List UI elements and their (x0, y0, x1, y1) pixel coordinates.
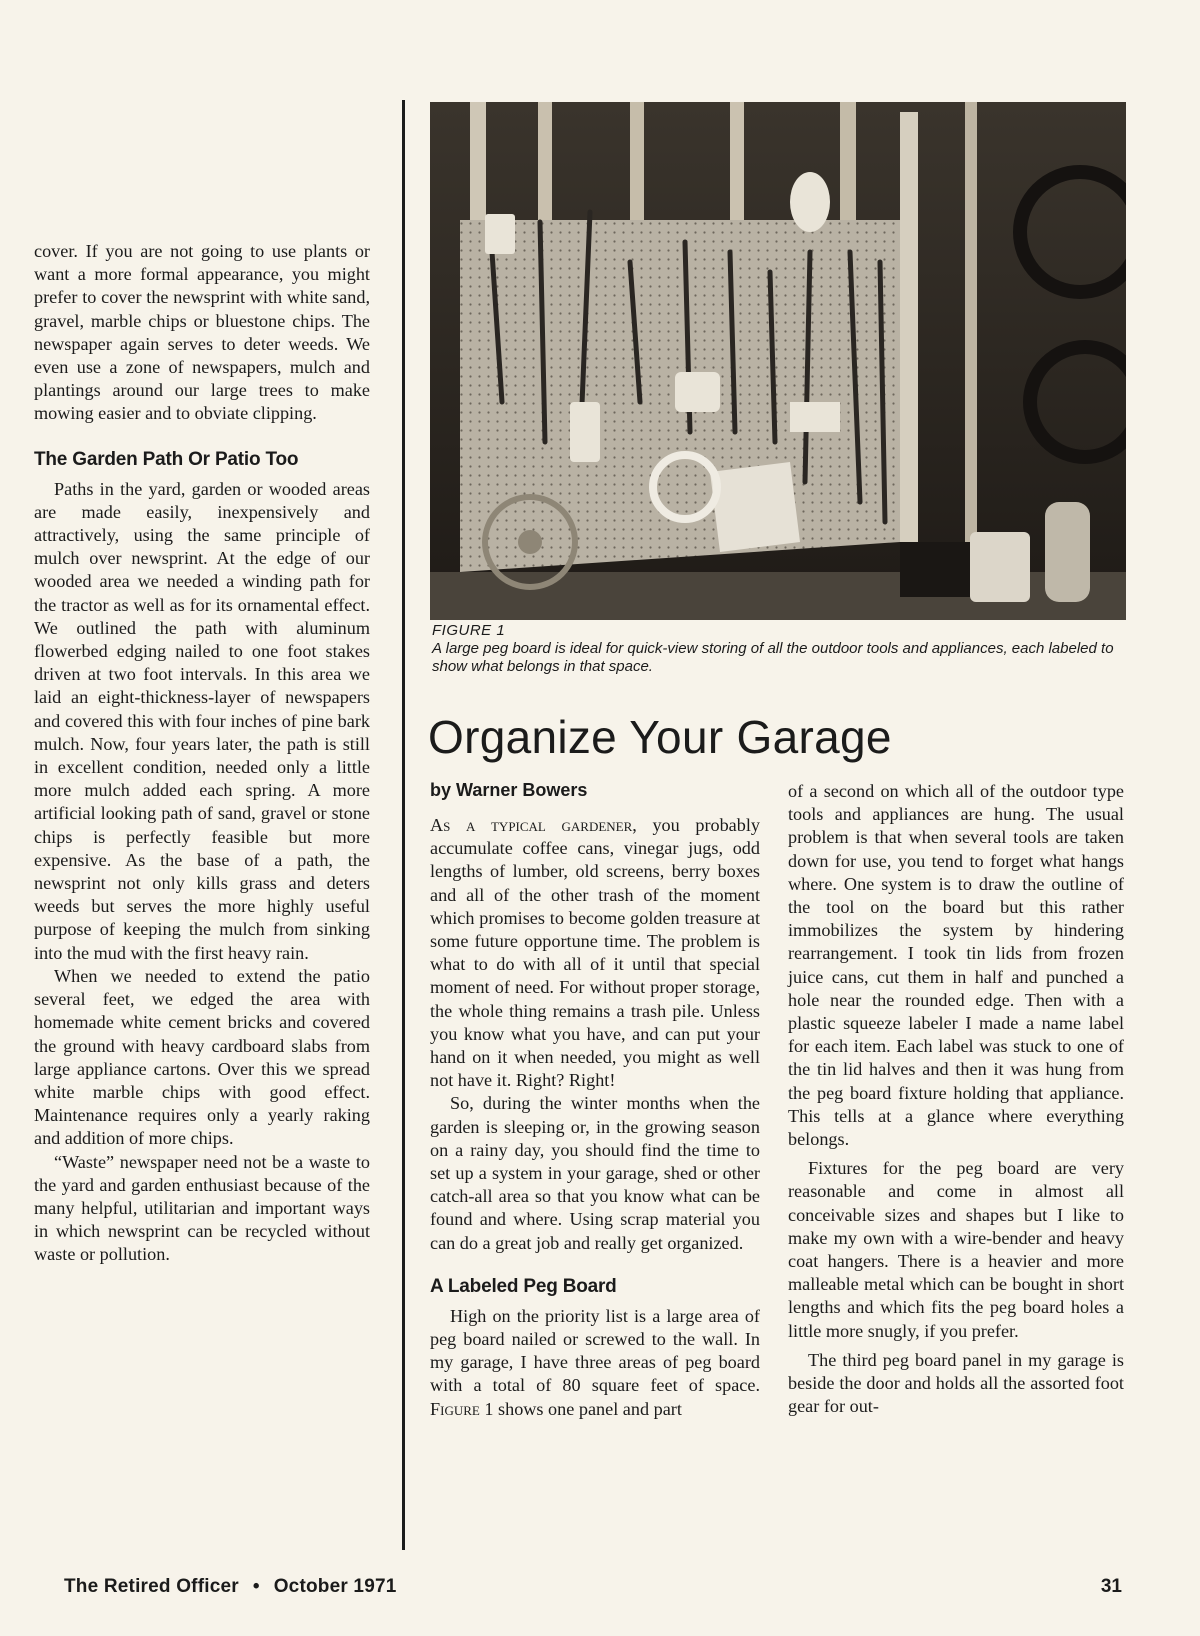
figure-number: FIGURE 1 (432, 622, 506, 639)
left-paragraph-4: “Waste” newspaper need not be a waste to the yard and garden enthusiast because of the many helpful, utilitarian and important ways in which newsprint can be recycled without waste or pollution. (34, 1151, 370, 1265)
left-paragraph-3: When we needed to extend the patio several feet, we edged the area with homemade white cement bricks and covered the ground with heavy cardboard slabs from large appliance cartons. Over this we spread white marble chips with good effect. Maintenance requires only a yearly raking and addition of more chips. (34, 965, 370, 1149)
middle-paragraph-1-text: you probably accumulate coffee cans, vinegar jugs, odd lengths of lumber, old screens, berry boxes and all of the other trash of the moment which promises to become golden treasure at some future opportune time. The problem is what to do with all of it until that special moment of need. For without proper storage, the whole thing remains a trash pile. Unless you know what you have, and can put your hand on it when needed, you might as well not have it. Right? Right! (430, 815, 760, 1091)
right-column (788, 780, 1124, 1418)
column-divider (402, 100, 405, 1550)
middle-column (430, 814, 760, 1421)
middle-paragraph-3 (430, 1305, 760, 1421)
middle-paragraph-3a: High on the priority list is a large area of peg board nailed or screwed to the wall. In my garage, I have three areas of peg board with a total of 80 square feet of space. (430, 1305, 760, 1396)
figure-caption (432, 622, 1132, 676)
bullet-separator: • (252, 1576, 260, 1597)
left-column (34, 240, 370, 1267)
middle-paragraph-3b: 1 shows one panel and part (479, 1398, 682, 1419)
left-paragraph-2: Paths in the yard, garden or wooded areas are made easily, inexpensively and attractively, using the same principle of mulch over newsprint. At the edge of our wooded area we needed a winding path for the tractor as well as for its ornamental effect. We outlined the path with aluminum flowerbed edging nailed to one foot stakes driven at two foot intervals. In this area we laid an eight-thickness-layer of newspapers and covered this with four inches of pine bark mulch. Now, four years later, the path is still in excellent condition, needed only a little more mulch added each spring. A more artificial looking path of sand, gravel or stone chips is perfectly feasible but more expensive. As the base of a path, the newsprint not only kills grass and deters weeds but serves the more highly useful purpose of keeping the mulch from sinking into the mud with the first heavy rain. (34, 478, 370, 963)
section-heading-garden-path: The Garden Path Or Patio Too (34, 448, 299, 470)
right-paragraph-3: The third peg board panel in my garage is beside the door and holds all the assorted foot gear for out- (788, 1349, 1124, 1417)
article-title: Organize Your Garage (428, 711, 892, 763)
page-number: 31 (1100, 1576, 1122, 1597)
right-paragraph-1: of a second on which all of the outdoor type tools and appliances are hung. The usual problem is that when several tools are taken down for use, you tend to forget what hangs where. One system is to draw the outline of the tool on the board but this rather immobilizes the system by hindering rearrangement. I took tin lids from frozen juice cans, cut them in half and punched a hole near the rounded edge. Then with a plastic squeeze labeler I made a name label for each item. Each label was stuck to one of the tin lid halves and then it was hung from the peg board fixture holding that appliance. This tells at a glance where everything belongs. (788, 781, 1124, 1150)
lead-in-smallcaps: As a typical gardener, (430, 815, 637, 835)
figure-caption-text: A large peg board is ideal for quick-view storing of all the outdoor tools and appliances, each labeled to show what belongs in that space. (432, 640, 1114, 675)
middle-paragraph-2: So, during the winter months when the garden is sleeping or, in the growing season on a rainy day, you should find the time to set up a system in your garage, shed or other catch-all area so that you know what can be found and where. Using scrap material you can do a great job and really get organized. (430, 1093, 760, 1253)
peg-board-photo-drawing (430, 102, 1126, 620)
footer-publication (64, 1576, 397, 1598)
right-paragraph-2: Fixtures for the peg board are very reasonable and come in almost all conceivable sizes and shapes but I like to make my own with a wire-bender and heavy coat hangers. There is a heavier and more malleable metal which can be bought in short lengths and which fits the peg board holes a little more snugly, if you prefer. (788, 1158, 1124, 1341)
publication-name: The Retired Officer (64, 1576, 239, 1597)
middle-paragraph-1 (430, 814, 760, 1092)
article-byline: by Warner Bowers (430, 780, 588, 800)
peg-board-photo (430, 102, 1126, 620)
left-paragraph-1: cover. If you are not going to use plants or want a more formal appearance, you might prefer to cover the newsprint with white sand, gravel, marble chips or bluestone chips. The newspaper again serves to deter weeds. We even use a zone of newspapers, mulch and plantings around our large trees to make mowing easier and to obviate clipping. (34, 241, 370, 424)
section-heading-peg-board: A Labeled Peg Board (430, 1275, 617, 1297)
figure-reference: Figure (430, 1398, 480, 1419)
publication-date: October 1971 (273, 1576, 397, 1597)
